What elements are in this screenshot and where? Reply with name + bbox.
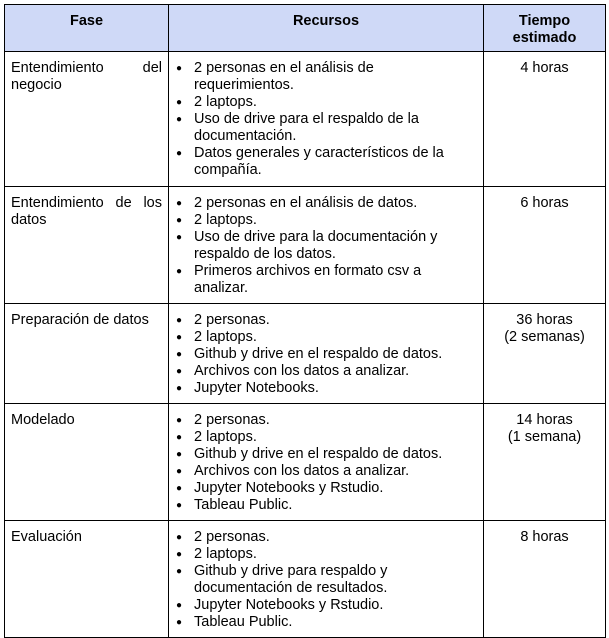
recursos-cell xyxy=(169,52,484,187)
list-item: ● 2 laptops. xyxy=(194,329,477,346)
list-item: ● 2 personas en el análisis de requerimientos. xyxy=(194,60,477,94)
fase-cell: Preparación de datos xyxy=(5,304,169,404)
list-item: ● 2 laptops. xyxy=(194,429,477,446)
recursos-cell xyxy=(169,304,484,404)
recursos-list xyxy=(175,195,477,297)
fase-cell: Modelado xyxy=(5,404,169,521)
fase-cell: Entendimiento de los datos xyxy=(5,187,169,304)
recursos-cell xyxy=(169,521,484,638)
tiempo-cell xyxy=(484,187,606,304)
list-item: ● Github y drive en el respaldo de datos. xyxy=(194,346,477,363)
list-item: ● Tableau Public. xyxy=(194,497,477,514)
tiempo-line: 14 horas xyxy=(516,412,573,428)
list-item: ● Jupyter Notebooks y Rstudio. xyxy=(194,597,477,614)
list-item: ● Archivos con los datos a analizar. xyxy=(194,463,477,480)
tiempo-line: 36 horas xyxy=(516,312,573,328)
header-tiempo: Tiempo estimado xyxy=(484,5,606,52)
list-item: ● Uso de drive para la documentación y respaldo de los datos. xyxy=(194,229,477,263)
list-item: ● Primeros archivos en formato csv a analizar. xyxy=(194,263,477,297)
list-item: ● 2 personas. xyxy=(194,312,477,329)
plan-table xyxy=(4,4,606,638)
list-item: ● 2 personas. xyxy=(194,412,477,429)
tiempo-line: (1 semana) xyxy=(507,429,582,445)
header-row xyxy=(5,5,606,52)
list-item: ● 2 laptops. xyxy=(194,546,477,563)
list-item: ● Datos generales y característicos de la compañía. xyxy=(194,145,477,179)
table-row xyxy=(5,404,606,521)
list-item: ● Jupyter Notebooks y Rstudio. xyxy=(194,480,477,497)
table-row xyxy=(5,52,606,187)
list-item: ● Archivos con los datos a analizar. xyxy=(194,363,477,380)
recursos-list xyxy=(175,529,477,631)
list-item: ● Jupyter Notebooks. xyxy=(194,380,477,397)
fase-cell: Entendimiento del negocio xyxy=(5,52,169,187)
header-recursos: Recursos xyxy=(169,5,484,52)
recursos-list xyxy=(175,412,477,514)
list-item: ● Github y drive para respaldo y documentación de resultados. xyxy=(194,563,477,597)
tiempo-cell xyxy=(484,404,606,521)
tiempo-cell xyxy=(484,304,606,404)
recursos-cell xyxy=(169,187,484,304)
list-item: ● Tableau Public. xyxy=(194,614,477,631)
list-item: ● 2 personas en el análisis de datos. xyxy=(194,195,477,212)
list-item: ● Github y drive en el respaldo de datos. xyxy=(194,446,477,463)
fase-cell: Evaluación xyxy=(5,521,169,638)
list-item: ● 2 laptops. xyxy=(194,94,477,111)
list-item: ● 2 personas. xyxy=(194,529,477,546)
header-fase: Fase xyxy=(5,5,169,52)
table-row xyxy=(5,521,606,638)
tiempo-line: 6 horas xyxy=(520,195,569,211)
plan-table-body xyxy=(5,52,606,638)
list-item: ● Uso de drive para el respaldo de la documentación. xyxy=(194,111,477,145)
recursos-cell xyxy=(169,404,484,521)
tiempo-line: (2 semanas) xyxy=(504,329,585,345)
table-row xyxy=(5,187,606,304)
tiempo-line: 8 horas xyxy=(520,529,569,545)
tiempo-cell xyxy=(484,521,606,638)
recursos-list xyxy=(175,312,477,397)
table-row xyxy=(5,304,606,404)
recursos-list xyxy=(175,60,477,179)
tiempo-line: 4 horas xyxy=(520,60,569,76)
tiempo-cell xyxy=(484,52,606,187)
list-item: ● 2 laptops. xyxy=(194,212,477,229)
